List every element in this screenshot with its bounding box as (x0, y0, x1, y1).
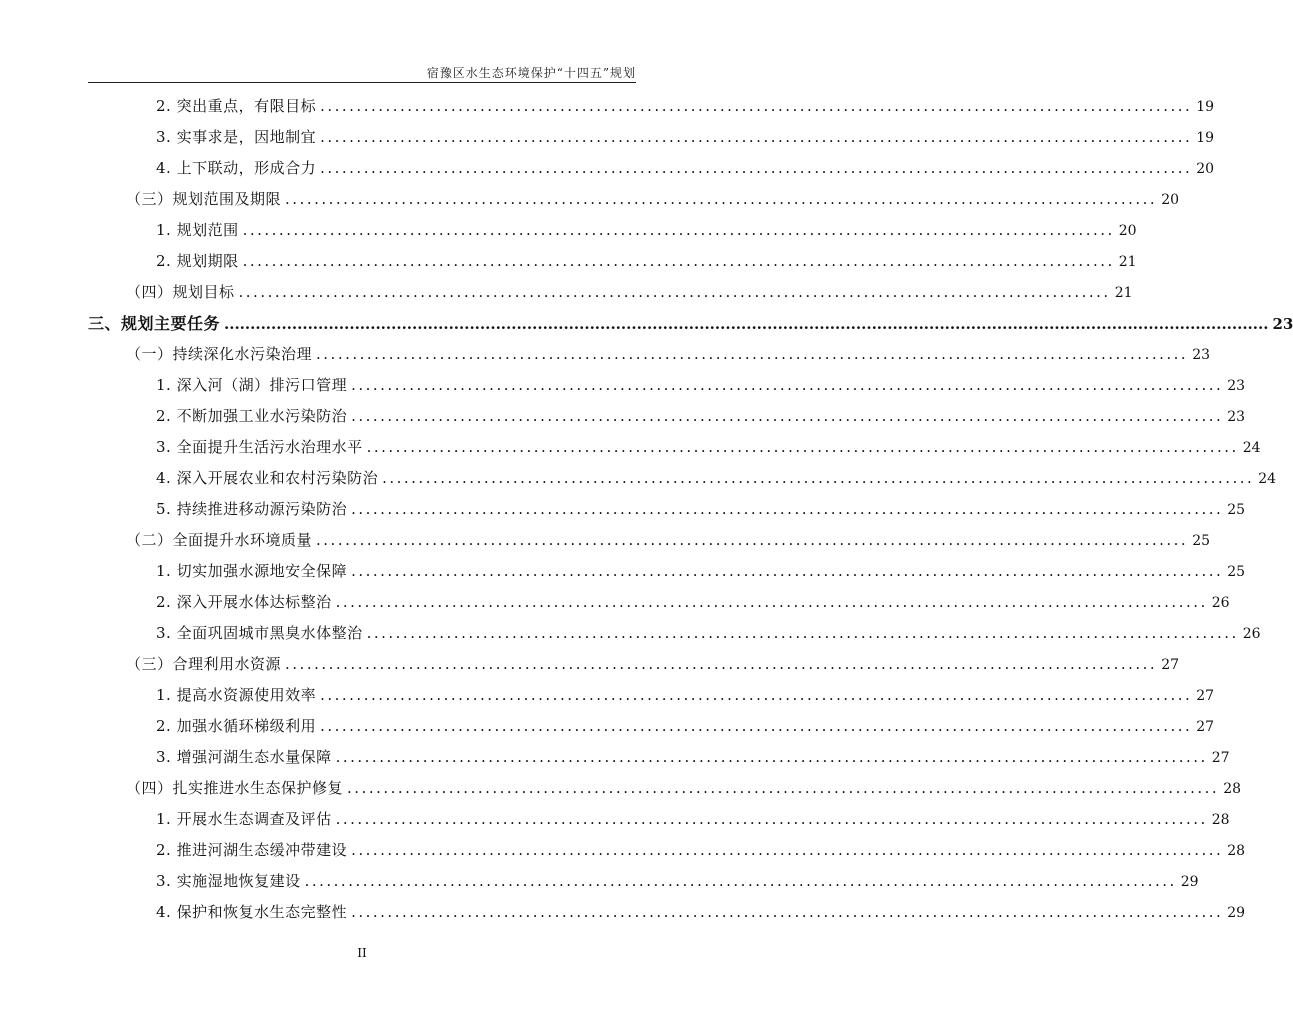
toc-leader-dots: ........................................................................................................................ (320, 717, 1193, 735)
toc-entry-page: 25 (1227, 564, 1246, 580)
toc-entry-line (156, 622, 1261, 643)
toc-leader-dots: ........................................................................................................................ (351, 500, 1224, 518)
toc-leader-dots: ........................................................................................................................ (351, 407, 1224, 425)
toc-entry-label: 4. 保护和恢复水生态完整性 (156, 903, 348, 921)
toc-leader-dots: ........................................................................................................................ (238, 283, 1111, 301)
toc-entry-page: 27 (1211, 750, 1230, 766)
toc-entry-line (156, 870, 1199, 891)
toc-leader-dots: ........................................................................................................................ (316, 345, 1189, 363)
toc-entry[interactable] (0, 369, 1246, 400)
toc-leader-dots: ........................................................................................................................ (382, 469, 1255, 487)
toc-entry-line (156, 374, 1246, 395)
toc-entry-line (126, 281, 1133, 302)
toc-entry-line (88, 311, 1293, 334)
toc-entry[interactable] (0, 152, 1215, 183)
toc-entry[interactable] (0, 648, 1180, 679)
toc-entry-label: （四）规划目标 (126, 283, 235, 301)
toc-entry[interactable] (0, 338, 1211, 369)
toc-entry-line (156, 126, 1215, 147)
toc-entry-line (156, 157, 1215, 178)
toc-leader-dots: ........................................................................................................................ (316, 531, 1189, 549)
toc-entry-page: 19 (1196, 99, 1215, 115)
toc-leader-dots: ........................................................................................................................ (285, 190, 1158, 208)
toc-leader-dots: ........................................................................................................................ (351, 376, 1224, 394)
toc-entry-label: 2. 规划期限 (156, 252, 239, 270)
toc-entry-label: 2. 不断加强工业水污染防治 (156, 407, 348, 425)
toc-entry-label: 三、规划主要任务 (88, 314, 221, 333)
toc-entry-label: 1. 开展水生态调查及评估 (156, 810, 332, 828)
toc-entry-line (126, 777, 1242, 798)
toc-entry-line (156, 405, 1246, 426)
toc-entry[interactable] (0, 121, 1215, 152)
toc-entry-label: （二）全面提升水环境质量 (126, 531, 313, 549)
toc-entry-page: 28 (1223, 781, 1242, 797)
toc-leader-dots: ........................................................................................................................ (285, 655, 1158, 673)
toc-entry-page: 27 (1161, 657, 1180, 673)
toc-entry-page: 25 (1227, 502, 1246, 518)
toc-entry-page: 23 (1272, 315, 1293, 333)
toc-leader-dots: ........................................................................................................................ (320, 686, 1193, 704)
toc-leader-dots: ........................................................................................................................ (366, 624, 1239, 642)
toc-entry-page: 20 (1118, 223, 1137, 239)
toc-entry-line (156, 901, 1246, 922)
toc-entry-line (156, 746, 1230, 767)
toc-entry-line (126, 343, 1211, 364)
toc-entry-label: 1. 规划范围 (156, 221, 239, 239)
toc-entry-page: 27 (1196, 719, 1215, 735)
toc-entry-label: 3. 实事求是，因地制宜 (156, 128, 317, 146)
toc-entry[interactable] (0, 865, 1199, 896)
toc-entry[interactable] (0, 617, 1261, 648)
toc-entry[interactable] (0, 493, 1246, 524)
toc-leader-dots: ........................................................................................................................ (351, 562, 1224, 580)
toc-leader-dots: ........................................................................................................................ (320, 159, 1193, 177)
toc-entry-line (156, 839, 1246, 860)
toc-entry-page: 24 (1258, 471, 1277, 487)
header-rule (88, 82, 636, 83)
toc-entry-line (156, 467, 1277, 488)
toc-leader-dots: ........................................................................................................................ (335, 748, 1208, 766)
toc-leader-dots: ........................................................................................................................ (320, 128, 1193, 146)
toc-entry-label: （四）扎实推进水生态保护修复 (126, 779, 344, 797)
toc-entry-line (156, 684, 1215, 705)
toc-entry-line (156, 250, 1137, 271)
toc-leader-dots: ........................................................................................................................ (304, 872, 1177, 890)
toc-entry[interactable] (0, 245, 1137, 276)
toc-entry-line (126, 529, 1211, 550)
toc-entry-label: 3. 实施湿地恢复建设 (156, 872, 301, 890)
toc-entry-line (156, 219, 1137, 240)
toc-entry-label: 3. 增强河湖生态水量保障 (156, 748, 332, 766)
toc-entry[interactable] (0, 524, 1211, 555)
toc-entry-page: 23 (1227, 378, 1246, 394)
toc-entry-line (156, 560, 1246, 581)
toc-entry-page: 26 (1211, 595, 1230, 611)
toc-entry[interactable] (0, 400, 1246, 431)
toc-entry[interactable] (0, 431, 1261, 462)
toc-entry-label: （一）持续深化水污染治理 (126, 345, 313, 363)
toc-entry-page: 29 (1227, 905, 1246, 921)
toc-entry-line (156, 498, 1246, 519)
toc-entry-page: 28 (1211, 812, 1230, 828)
toc-entry[interactable] (0, 462, 1277, 493)
toc-entry-line (156, 591, 1230, 612)
toc-entry[interactable] (0, 741, 1230, 772)
toc-leader-dots: ........................................................................................................................ (351, 841, 1224, 859)
toc-entry-label: 4. 深入开展农业和农村污染防治 (156, 469, 379, 487)
toc-entry-line (156, 436, 1261, 457)
toc-entry-page: 28 (1227, 843, 1246, 859)
toc-entry-label: 3. 全面提升生活污水治理水平 (156, 438, 363, 456)
toc-entry-label: 2. 突出重点，有限目标 (156, 97, 317, 115)
toc-entry[interactable] (0, 896, 1246, 927)
toc-entry[interactable] (0, 307, 1293, 338)
toc-entry[interactable] (0, 803, 1230, 834)
toc-entry-line (156, 715, 1215, 736)
toc-entry-label: 1. 深入河（湖）排污口管理 (156, 376, 348, 394)
running-header: 宿豫区水生态环境保护“十四五”规划 (426, 66, 636, 80)
toc-entry[interactable] (0, 834, 1246, 865)
toc-entry-label: 2. 加强水循环梯级利用 (156, 717, 317, 735)
toc-entry-label: 2. 推进河湖生态缓冲带建设 (156, 841, 348, 859)
toc-entry-page: 23 (1227, 409, 1246, 425)
toc-entry[interactable] (0, 214, 1137, 245)
toc-leader-dots: ........................................................................................................................ (366, 438, 1239, 456)
toc-entry-page: 21 (1118, 254, 1137, 270)
toc-entry[interactable] (0, 90, 1215, 121)
toc-entry-label: （三）合理利用水资源 (126, 655, 282, 673)
toc-entry-label: 3. 全面巩固城市黑臭水体整治 (156, 624, 363, 642)
toc-leader-dots: ........................................................................................................................ (242, 221, 1115, 239)
toc-entry-page: 23 (1192, 347, 1211, 363)
toc-entry-page: 27 (1196, 688, 1215, 704)
toc-entry-label: 5. 持续推进移动源污染防治 (156, 500, 348, 518)
page-number: II (357, 946, 367, 960)
toc-entry-label: 1. 切实加强水源地安全保障 (156, 562, 348, 580)
toc-entry[interactable] (0, 276, 1133, 307)
toc-leader-dots: ........................................................................................................................ (335, 593, 1208, 611)
toc-entry-page: 25 (1192, 533, 1211, 549)
toc-leader-dots: ........................................................................................................................................................................................................ (224, 315, 1269, 333)
toc-leader-dots: ........................................................................................................................ (242, 252, 1115, 270)
toc-entry[interactable] (0, 772, 1242, 803)
toc-entry-label: （三）规划范围及期限 (126, 190, 282, 208)
toc-entry-label: 2. 深入开展水体达标整治 (156, 593, 332, 611)
toc-entry[interactable] (0, 555, 1246, 586)
toc-entry-page: 20 (1161, 192, 1180, 208)
toc-entry-label: 1. 提高水资源使用效率 (156, 686, 317, 704)
toc-entry-page: 24 (1242, 440, 1261, 456)
toc-entry-page: 21 (1114, 285, 1133, 301)
toc-leader-dots: ........................................................................................................................ (320, 97, 1193, 115)
toc-entry-page: 29 (1180, 874, 1199, 890)
toc-entry-page: 26 (1242, 626, 1261, 642)
toc-entry-line (126, 653, 1180, 674)
toc-entry-line (156, 95, 1215, 116)
toc-leader-dots: ........................................................................................................................ (335, 810, 1208, 828)
toc-entry-line (156, 808, 1230, 829)
toc-entry-page: 20 (1196, 161, 1215, 177)
toc-entry-page: 19 (1196, 130, 1215, 146)
toc-leader-dots: ........................................................................................................................ (347, 779, 1220, 797)
toc-entry-label: 4. 上下联动，形成合力 (156, 159, 317, 177)
toc-entry-line (126, 188, 1180, 209)
toc-entry[interactable] (0, 679, 1215, 710)
toc-entry[interactable] (0, 710, 1215, 741)
toc-entry[interactable] (0, 586, 1230, 617)
toc-leader-dots: ........................................................................................................................ (351, 903, 1224, 921)
toc-entry[interactable] (0, 183, 1180, 214)
